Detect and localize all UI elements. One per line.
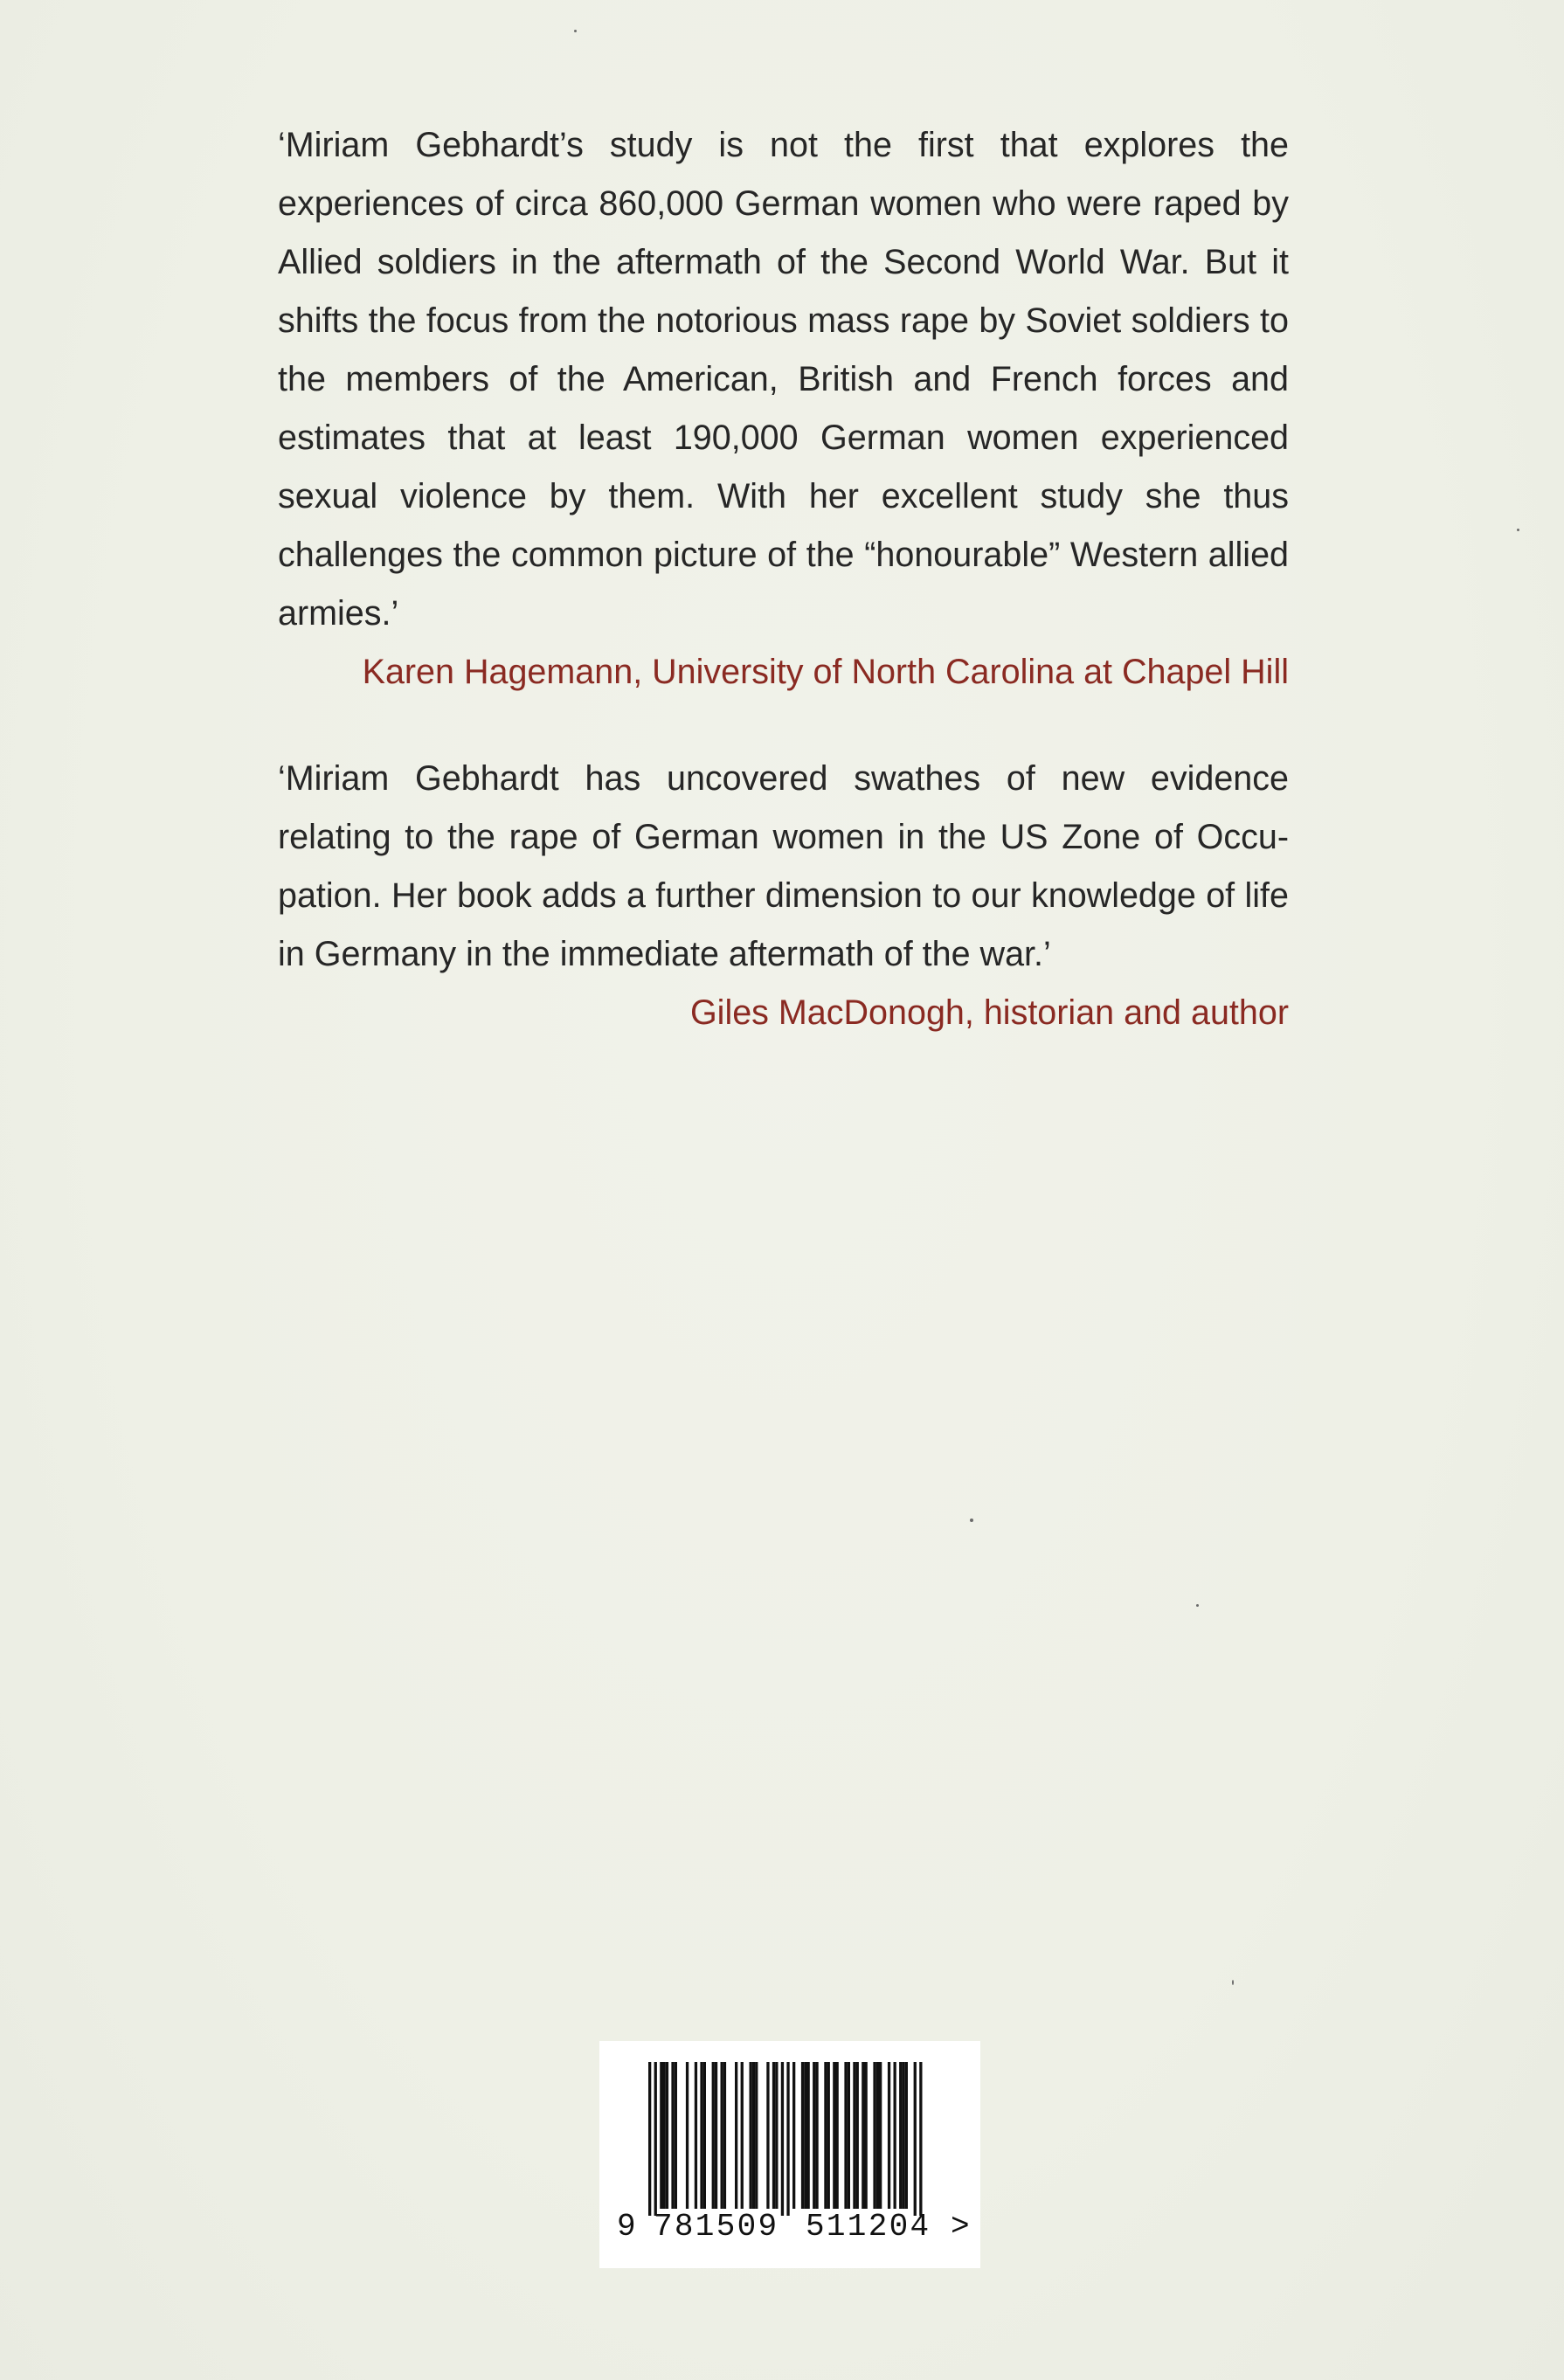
barcode-guard-bar <box>914 2062 917 2216</box>
barcode-bar <box>663 2062 666 2209</box>
barcode-bar <box>772 2062 775 2209</box>
paper-speck <box>574 30 577 32</box>
barcode-bar <box>752 2062 755 2209</box>
barcode-bar <box>879 2062 882 2209</box>
barcode-bar <box>660 2062 662 2209</box>
barcode-bar <box>862 2062 864 2209</box>
barcode-bar <box>712 2062 715 2209</box>
barcode-bar <box>824 2062 827 2209</box>
barcode-bar <box>827 2062 830 2209</box>
barcode-bar <box>876 2062 879 2209</box>
barcode-bar <box>833 2062 835 2209</box>
barcode-bar <box>865 2062 868 2209</box>
barcode-guard-bar <box>654 2062 657 2216</box>
endorsement-quote: ‘Miriam Gebhardt has uncovered swathes of new evidence relating to the rape of German women in the US Zone of Occupation. Her book adds a further dimension to our knowledge of life in Germany in the immediate aftermath of the war.’ <box>278 759 1289 973</box>
barcode-guard-bar <box>919 2062 922 2216</box>
barcode-bar <box>792 2062 795 2209</box>
barcode-guard-bar <box>786 2062 789 2216</box>
barcode-bar <box>703 2062 706 2209</box>
barcode-digit-group-right: 511204 <box>806 2209 931 2245</box>
barcode-bar <box>741 2062 744 2209</box>
barcode-bar <box>905 2062 908 2209</box>
paper-speck <box>1196 1604 1199 1607</box>
barcode-bar <box>735 2062 737 2209</box>
barcode-bar <box>853 2062 855 2209</box>
barcode-bar <box>775 2062 778 2209</box>
barcode-digit-first: 9 <box>617 2209 636 2245</box>
paper-speck <box>1517 529 1519 531</box>
barcode-bar <box>848 2062 850 2209</box>
endorsement-1 <box>278 116 1289 702</box>
barcode-bar <box>844 2062 847 2209</box>
endorsement-attribution: Giles MacDonogh, historian and author <box>689 993 1289 1032</box>
barcode-bar <box>894 2062 896 2209</box>
barcode-bar <box>888 2062 890 2209</box>
barcode-bar <box>902 2062 904 2209</box>
endorsement-attribution: Karen Hagemann, University of North Carolina at Chapel Hill <box>362 653 1289 691</box>
barcode-bar <box>700 2062 702 2209</box>
barcode-bar <box>815 2062 818 2209</box>
barcode-digit-group-left: 781509 <box>654 2209 779 2245</box>
barcode-bar <box>695 2062 697 2209</box>
isbn-barcode <box>599 2041 980 2268</box>
barcode-bar <box>750 2062 752 2209</box>
barcode-bar <box>675 2062 677 2209</box>
barcode-bar <box>721 2062 723 2209</box>
barcode-bar <box>755 2062 758 2209</box>
endorsement-quote: ‘Miriam Gebhardt’s study is not the first that explores the experiences of circa 860,000 German women who were raped by Allied soldiers in the aftermath of the Second World War. But it shifts the focus from the notorious mass rape by Soviet soldiers to the members of the American, British and French forces and estimates that at least 190,000 German women experienced sexual violence by them. With her excellent study she thus challenges the common picture of the “honourable” Western allied armies.’ <box>278 126 1289 633</box>
barcode-bar <box>671 2062 674 2209</box>
barcode-bar <box>807 2062 810 2209</box>
paper-speck <box>970 1519 973 1522</box>
barcode-bar <box>686 2062 689 2209</box>
barcode-guard-bar <box>781 2062 784 2216</box>
endorsement-2 <box>278 750 1289 1042</box>
barcode-bar <box>804 2062 806 2209</box>
barcode-bar <box>899 2062 902 2209</box>
barcode-bar <box>715 2062 717 2209</box>
barcode-digits <box>599 2209 980 2252</box>
barcode-quiet-zone-mark: > <box>951 2209 970 2245</box>
barcode-bar <box>856 2062 859 2209</box>
barcode-bar <box>801 2062 804 2209</box>
barcode-bar <box>723 2062 726 2209</box>
barcode-bar <box>813 2062 815 2209</box>
barcode-bar <box>666 2062 668 2209</box>
barcode-bars <box>599 2041 980 2216</box>
barcode-guard-bar <box>648 2062 651 2216</box>
paper-speck <box>1232 1980 1234 1985</box>
barcode-bar <box>766 2062 769 2209</box>
barcode-bar <box>836 2062 839 2209</box>
barcode-bar <box>873 2062 875 2209</box>
